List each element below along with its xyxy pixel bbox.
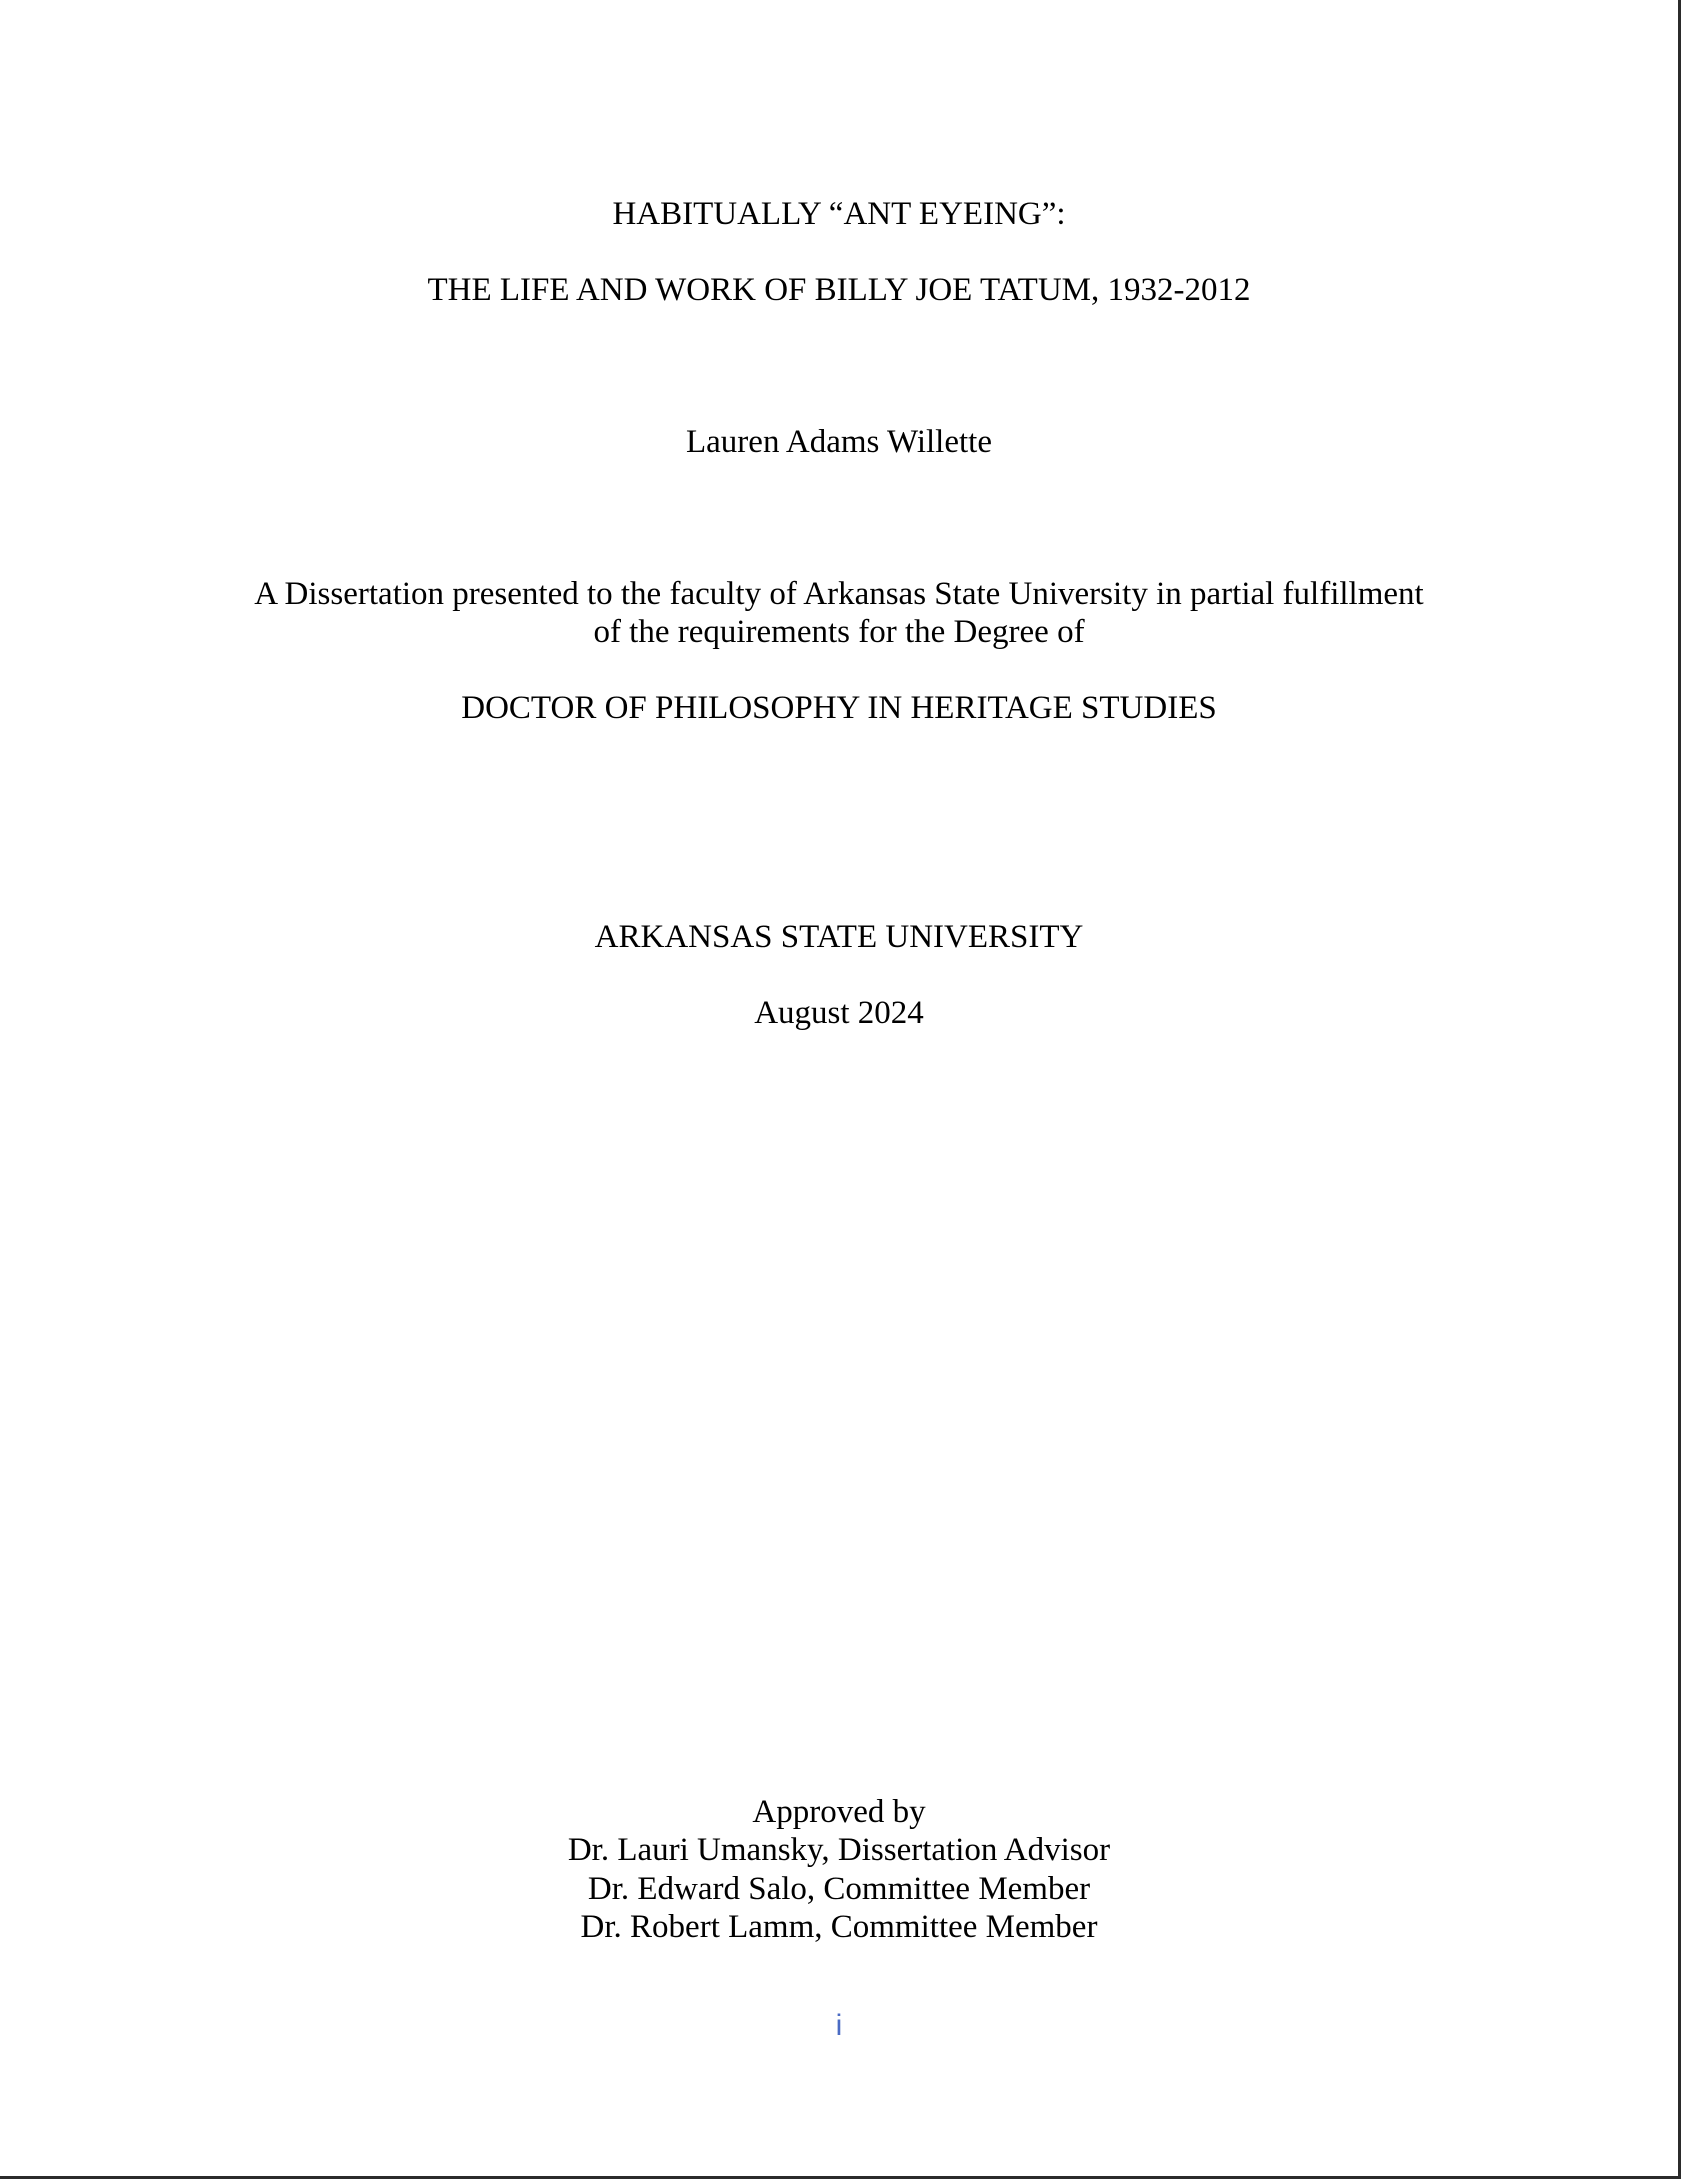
title-line-1: HABITUALLY “ANT EYEING”:: [612, 196, 1066, 232]
page-number: i: [835, 2009, 843, 2042]
committee-member-3: Dr. Robert Lamm, Committee Member: [580, 1909, 1098, 1945]
statement-line-1: A Dissertation presented to the faculty of Arkansas State University in partial fulfillment: [254, 576, 1424, 612]
degree-title: DOCTOR OF PHILOSOPHY IN HERITAGE STUDIES: [461, 690, 1217, 726]
title-line-2: THE LIFE AND WORK OF BILLY JOE TATUM, 1932-2012: [427, 272, 1251, 308]
submission-date: August 2024: [754, 995, 924, 1031]
committee-member-advisor: Dr. Lauri Umansky, Dissertation Advisor: [567, 1832, 1111, 1868]
statement-line-2: of the requirements for the Degree of: [593, 614, 1085, 650]
committee-member-2: Dr. Edward Salo, Committee Member: [587, 1871, 1091, 1907]
institution-name: ARKANSAS STATE UNIVERSITY: [594, 919, 1084, 955]
approval-heading: Approved by: [752, 1794, 926, 1830]
author-name: Lauren Adams Willette: [686, 424, 992, 460]
